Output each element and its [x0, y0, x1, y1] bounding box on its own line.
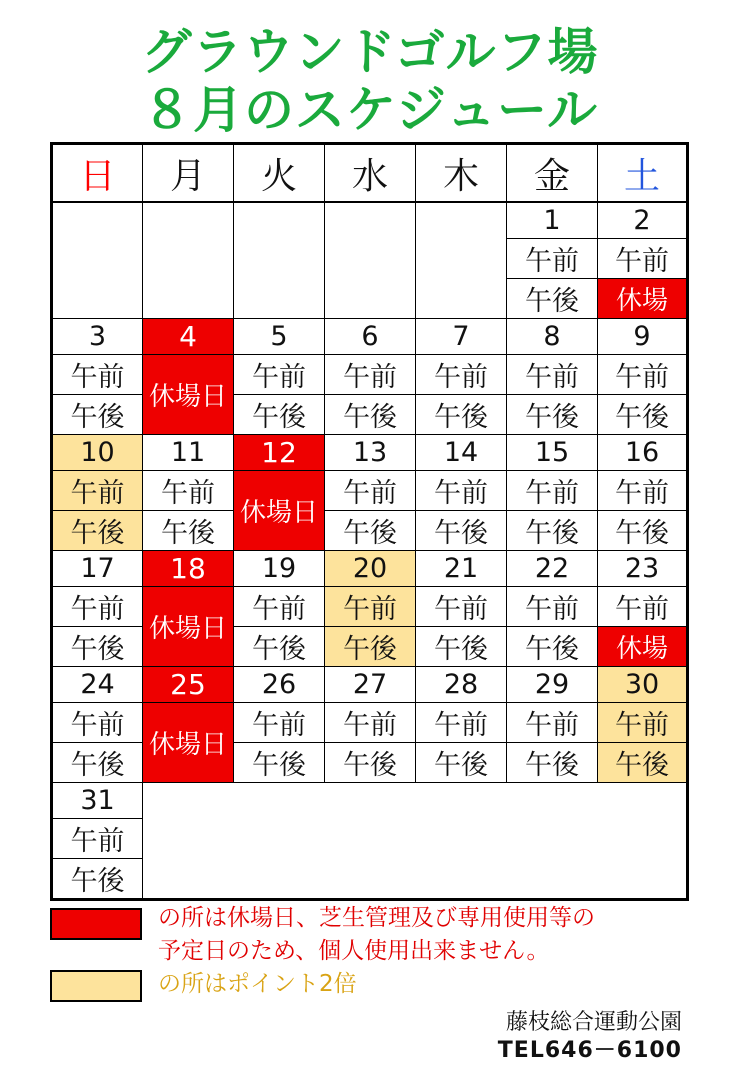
slot-pm: 午後 — [52, 743, 143, 783]
week-3-am-row — [52, 471, 688, 511]
slot-am: 午前 — [598, 355, 688, 395]
week-5-am-row — [52, 703, 688, 743]
week-5-date-row — [52, 667, 688, 703]
slot-closed-day: 休場日 — [143, 587, 234, 667]
date-12: 12 — [234, 435, 325, 471]
date-6: 6 — [325, 319, 416, 355]
slot-closed: 休場 — [598, 279, 688, 319]
slot-pm: 午後 — [416, 511, 507, 551]
empty-cell — [234, 202, 325, 319]
slot-pm: 午後 — [234, 627, 325, 667]
legend-double-swatch — [50, 970, 142, 1002]
legend-closed-line-2: 予定日のため、個人使用出来ません。 — [158, 938, 550, 964]
slot-pm: 午後 — [325, 743, 416, 783]
slot-am: 午前 — [416, 355, 507, 395]
empty-cell — [52, 202, 143, 319]
slot-am: 午前 — [507, 355, 598, 395]
slot-closed-day: 休場日 — [234, 471, 325, 551]
date-26: 26 — [234, 667, 325, 703]
slot-am: 午前 — [325, 587, 416, 627]
slot-pm: 午後 — [416, 743, 507, 783]
slot-pm: 午後 — [325, 395, 416, 435]
date-7: 7 — [416, 319, 507, 355]
date-8: 8 — [507, 319, 598, 355]
weekday-sun: 日 — [52, 144, 143, 203]
slot-am: 午前 — [325, 355, 416, 395]
slot-am: 午前 — [234, 587, 325, 627]
date-23: 23 — [598, 551, 688, 587]
weekday-sat: 土 — [598, 144, 688, 203]
date-30: 30 — [598, 667, 688, 703]
slot-pm: 午後 — [325, 627, 416, 667]
slot-closed-day: 休場日 — [143, 703, 234, 783]
slot-am: 午前 — [598, 703, 688, 743]
slot-pm: 午後 — [507, 627, 598, 667]
slot-am: 午前 — [507, 587, 598, 627]
slot-pm: 午後 — [598, 511, 688, 551]
slot-pm: 午後 — [507, 511, 598, 551]
weekday-header-row — [52, 144, 688, 203]
date-18: 18 — [143, 551, 234, 587]
slot-am: 午前 — [52, 355, 143, 395]
facility-tel: TEL646－6100 — [497, 1038, 682, 1063]
slot-am: 午前 — [143, 471, 234, 511]
date-9: 9 — [598, 319, 688, 355]
weekday-tue: 火 — [234, 144, 325, 203]
date-13: 13 — [325, 435, 416, 471]
date-2: 2 — [598, 202, 688, 239]
date-22: 22 — [507, 551, 598, 587]
slot-pm: 午後 — [52, 627, 143, 667]
date-21: 21 — [416, 551, 507, 587]
slot-pm: 午後 — [52, 859, 143, 900]
legend-closed-text — [158, 902, 595, 968]
date-20: 20 — [325, 551, 416, 587]
weekday-fri: 金 — [507, 144, 598, 203]
empty-cell — [143, 783, 688, 900]
week-6-date-row — [52, 783, 688, 819]
legend-closed-swatch — [50, 908, 142, 940]
date-31: 31 — [52, 783, 143, 819]
slot-pm: 午後 — [234, 395, 325, 435]
date-17: 17 — [52, 551, 143, 587]
week-4-date-row — [52, 551, 688, 587]
date-28: 28 — [416, 667, 507, 703]
date-10: 10 — [52, 435, 143, 471]
weekday-wed: 水 — [325, 144, 416, 203]
slot-am: 午前 — [416, 471, 507, 511]
date-11: 11 — [143, 435, 234, 471]
slot-am: 午前 — [52, 471, 143, 511]
date-3: 3 — [52, 319, 143, 355]
slot-am: 午前 — [52, 703, 143, 743]
slot-pm: 午後 — [507, 279, 598, 319]
slot-pm: 午後 — [52, 395, 143, 435]
slot-am: 午前 — [416, 703, 507, 743]
slot-pm: 午後 — [143, 511, 234, 551]
slot-am: 午前 — [507, 471, 598, 511]
slot-am: 午前 — [598, 471, 688, 511]
date-25: 25 — [143, 667, 234, 703]
slot-am: 午前 — [325, 703, 416, 743]
date-5: 5 — [234, 319, 325, 355]
slot-closed: 休場 — [598, 627, 688, 667]
empty-cell — [416, 202, 507, 319]
date-1: 1 — [507, 202, 598, 239]
slot-pm: 午後 — [507, 743, 598, 783]
slot-am: 午前 — [416, 587, 507, 627]
week-3-date-row — [52, 435, 688, 471]
date-16: 16 — [598, 435, 688, 471]
slot-pm: 午後 — [507, 395, 598, 435]
slot-pm: 午後 — [416, 395, 507, 435]
date-19: 19 — [234, 551, 325, 587]
date-15: 15 — [507, 435, 598, 471]
empty-cell — [143, 202, 234, 319]
slot-am: 午前 — [598, 587, 688, 627]
weekday-mon: 月 — [143, 144, 234, 203]
slot-pm: 午後 — [234, 743, 325, 783]
week-3-pm-row — [52, 511, 688, 551]
legend-closed-line-1: の所は休場日、芝生管理及び専用使用等の — [158, 905, 595, 931]
week-2-am-row — [52, 355, 688, 395]
legend-double-text: の所はポイント2倍 — [158, 971, 357, 997]
title-line-2: ８月のスケジュール — [142, 81, 598, 139]
slot-closed-day: 休場日 — [143, 355, 234, 435]
empty-cell — [325, 202, 416, 319]
slot-pm: 午後 — [416, 627, 507, 667]
slot-am: 午前 — [325, 471, 416, 511]
slot-am: 午前 — [598, 239, 688, 279]
week-2-date-row — [52, 319, 688, 355]
slot-am: 午前 — [234, 703, 325, 743]
title-line-1: グラウンドゴルフ場 — [141, 23, 599, 81]
facility-name: 藤枝総合運動公園 — [505, 1010, 682, 1035]
week-1-date-row — [52, 202, 688, 239]
schedule-calendar — [50, 142, 689, 901]
slot-am: 午前 — [52, 587, 143, 627]
slot-am: 午前 — [52, 819, 143, 859]
slot-pm: 午後 — [598, 743, 688, 783]
date-14: 14 — [416, 435, 507, 471]
week-4-am-row — [52, 587, 688, 627]
date-27: 27 — [325, 667, 416, 703]
slot-am: 午前 — [507, 703, 598, 743]
date-29: 29 — [507, 667, 598, 703]
weekday-thu: 木 — [416, 144, 507, 203]
slot-am: 午前 — [507, 239, 598, 279]
slot-pm: 午後 — [52, 511, 143, 551]
date-24: 24 — [52, 667, 143, 703]
date-4: 4 — [143, 319, 234, 355]
slot-pm: 午後 — [325, 511, 416, 551]
slot-pm: 午後 — [598, 395, 688, 435]
slot-am: 午前 — [234, 355, 325, 395]
